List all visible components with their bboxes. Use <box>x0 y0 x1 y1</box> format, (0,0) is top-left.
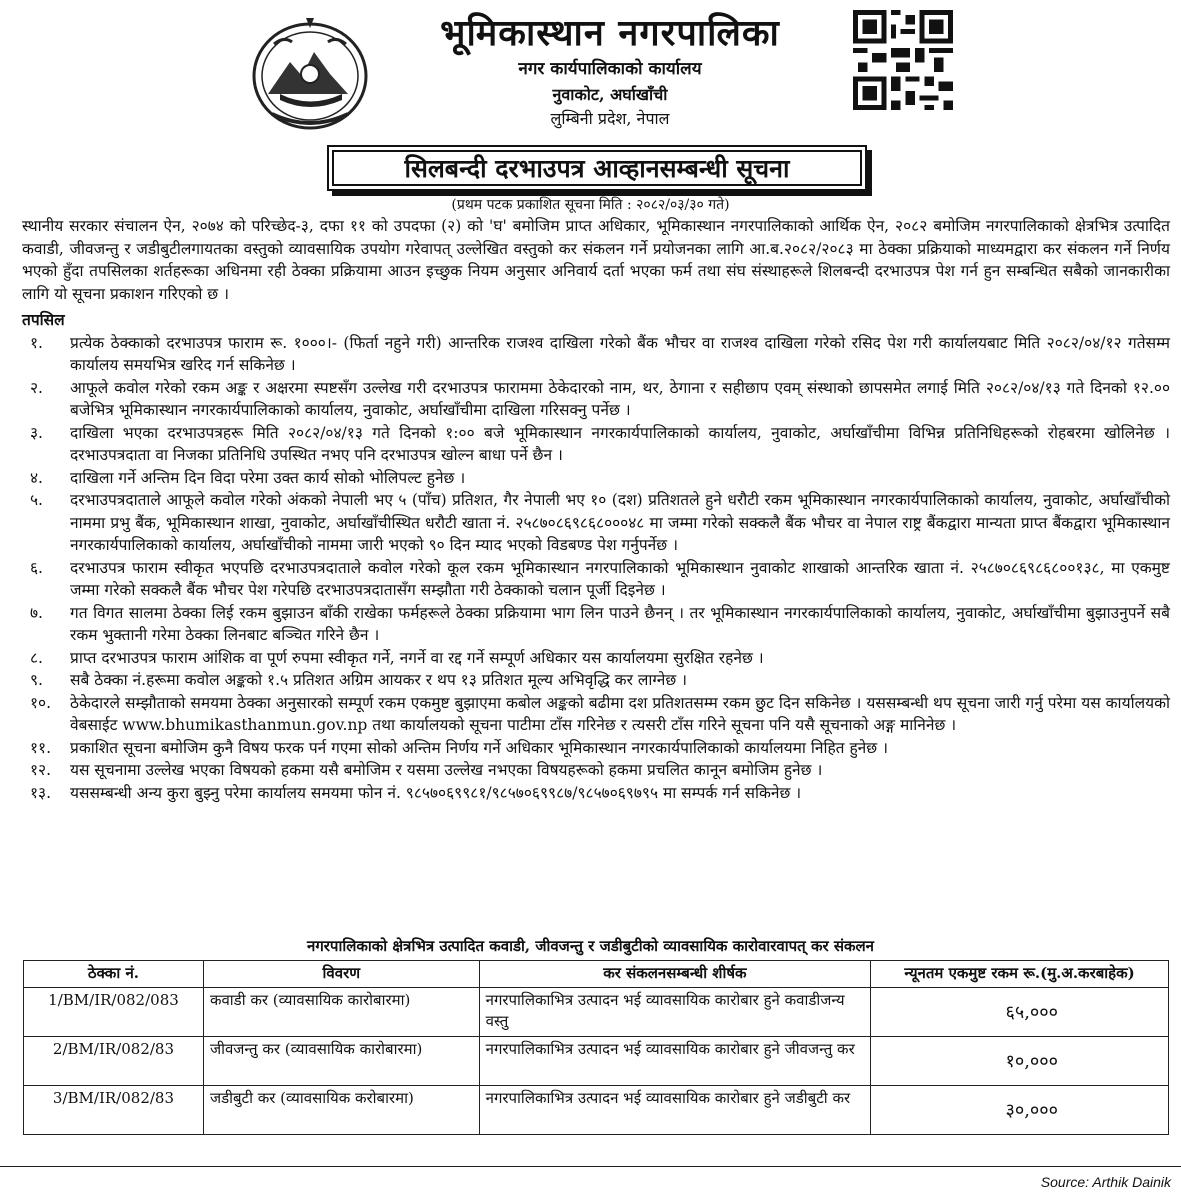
item-text: दरभाउपत्रदाताले आफूले कवोल गरेको अंकको नेपाली भए ५ (पाँच) प्रतिशत, गैर नेपाली भए १० (दश) प्रतिशतले हुने धरौटी रकम भूमिकास्थान नगरकार्यपालिकाको कार्यालय, नुवाकोट, अर्घाखाँचीको नाममा प्रभु बैंक, भूमिकास्थान शाखा, नुवाकोट, अर्घाखाँचीस्थित धरौटी खाता नं. २५८७०८६९८६८०००४८ मा जम्मा गरेको सक्कलै बैंक भौचर वा नेपाल राष्ट्र बैंकद्वारा मान्यता प्राप्त बैंकद्वारा भूमिकास्थान नगरकार्यपालिकाको कार्यालय, अर्घाखाँचीको नाममा जारी भएको ९० दिन म्याद भएको विडबण्ड पेश गर्नुपर्नेछ । <box>70 491 1170 554</box>
nepal-emblem-icon <box>250 14 370 132</box>
item-number: १०. <box>30 693 52 712</box>
list-item <box>22 692 1170 737</box>
item-text: ठेकेदारले सम्झौताको समयमा ठेक्का अनुसारको सम्पूर्ण रकम एकमुष्ट बुझाएमा कबोल अङ्कको बढीमा दश प्रतिशतसम्म रकम छुट दिन सकिनेछ । यससम्बन्धी थप सूचना जारी गर्नु परेमा यस कार्यालयको वेबसाईट www.bhumikasthanmun.gov.np तथा कार्यालयको सूचना पाटीमा टाँस गरिनेछ र त्यसरी टाँस गरिने सूचना पनि यसै सूचनाको अङ्ग मानिनेछ । <box>70 693 1170 734</box>
notice-header <box>0 0 1181 190</box>
item-number: ६. <box>30 558 43 577</box>
list-item <box>22 422 1170 467</box>
item-number: ३. <box>30 423 43 442</box>
list-item <box>22 332 1170 377</box>
minimum-amount: ३०,००० <box>871 1086 1169 1135</box>
item-text: सबै ठेक्का नं.हरूमा कवोल अङ्कको १.५ प्रतिशत अग्रिम आयकर र थप १३ प्रतिशत मूल्य अभिवृद्धि कर लाग्नेछ । <box>70 671 687 689</box>
column-header: ठेक्का नं. <box>24 961 204 988</box>
tax-heading: नगरपालिकाभित्र उत्पादन भई व्यावसायिक कारोबार हुने जीवजन्तु कर <box>479 1037 871 1086</box>
table-header-row <box>24 961 1169 988</box>
list-item <box>22 557 1170 602</box>
list-item <box>22 467 1170 490</box>
table-row <box>24 988 1169 1037</box>
table-row <box>24 1037 1169 1086</box>
list-item <box>22 737 1170 760</box>
published-date: (प्रथम पटक प्रकाशित सूचना मिति : २०८२/०३/३० गते) <box>451 197 730 213</box>
notice-title: सिलबन्दी दरभाउपत्र आव्हानसम्बन्धी सूचना <box>332 150 862 186</box>
description: जडीबुटी कर (व्यावसायिक करोबारमा) <box>203 1086 479 1135</box>
list-item <box>22 377 1170 422</box>
item-number: ९. <box>30 671 43 689</box>
item-number: ५. <box>30 491 43 509</box>
item-number: १२. <box>30 761 52 779</box>
list-item <box>22 489 1170 557</box>
description: कवाडी कर (व्यावसायिक कारोबारमा) <box>203 988 479 1037</box>
item-number: १. <box>30 333 43 352</box>
item-number: ११. <box>30 738 52 757</box>
office-name: नगर कार्यपालिकाको कार्यालय <box>518 59 702 79</box>
tax-heading: नगरपालिकाभित्र उत्पादन भई व्यावसायिक कारोबार हुने जडीबुटी कर <box>479 1086 871 1135</box>
address-line-2: लुम्बिनी प्रदेश, नेपाल <box>550 109 670 128</box>
item-number: ८. <box>30 648 43 667</box>
minimum-amount: १०,००० <box>871 1037 1169 1086</box>
column-header: न्यूनतम एकमुष्ट रकम रू.(मु.अ.करबाहेक) <box>871 961 1169 988</box>
address-line-1: नुवाकोट, अर्घाखाँची <box>552 85 668 104</box>
table-row <box>24 1086 1169 1135</box>
contract-number: 1/BM/IR/082/083 <box>24 988 204 1037</box>
source-credit: Source: Arthik Dainik <box>1040 1174 1171 1190</box>
item-text: प्राप्त दरभाउपत्र फाराम आंशिक वा पूर्ण रुपमा स्वीकृत गर्ने, नगर्ने वा रद्द गर्ने सम्पूर्ण अधिकार यस कार्यालयमा सुरक्षित रहनेछ । <box>70 648 764 667</box>
qr-code-icon <box>850 10 956 110</box>
column-header: कर संकलनसम्बन्धी शीर्षक <box>479 961 871 988</box>
list-item <box>22 782 1170 805</box>
item-number: ७. <box>30 603 43 622</box>
contract-number: 3/BM/IR/082/83 <box>24 1086 204 1135</box>
tapasil-heading: तपसिल <box>22 310 65 329</box>
list-item <box>22 647 1170 670</box>
item-number: २. <box>30 378 43 397</box>
minimum-amount: ६५,००० <box>871 988 1169 1037</box>
list-item <box>22 759 1170 782</box>
notice-body <box>22 215 1170 804</box>
notice-title-box <box>327 145 867 191</box>
item-number: ४. <box>30 468 43 487</box>
item-text: प्रकाशित सूचना बमोजिम कुनै विषय फरक पर्न गएमा सोको अन्तिम निर्णय गर्ने अधिकार भूमिकास्थान नगरकार्यपालिकाको कार्यालयमा निहित हुनेछ । <box>70 738 888 757</box>
item-text: दरभाउपत्र फाराम स्वीकृत भएपछि दरभाउपत्रदाताले कवोल गरेको कूल रकम भूमिकास्थान नगरपालिकाको भूमिकास्थान नुवाकोट शाखाको आन्तरिक खाता नं. २५८७०८६९८६८००१३८, मा एकमुष्ट जम्मा गरेको सक्कलै बैंक भौचर पेश गरेपछि दरभाउपत्रदातासँग सम्झौता गरी ठेक्काको चलान पूर्जी दिइनेछ । <box>70 558 1170 599</box>
item-number: १३. <box>30 783 52 802</box>
item-text: आफूले कवोल गरेको रकम अङ्क र अक्षरमा स्पष्टसँग उल्लेख गरी दरभाउपत्र फाराममा ठेकेदारको नाम, थर, ठेगाना र सहीछाप एवम् संस्थाको छापसमेत लगाई मिति २०८२/०४/१३ गते दिनको १२.०० बजेभित्र भूमिकास्थान नगरकार्यपालिकाको कार्यालय, नुवाकोट, अर्घाखाँचीमा दाखिला गरिसक्नु पर्नेछ । <box>70 378 1170 419</box>
contract-number: 2/BM/IR/082/83 <box>24 1037 204 1086</box>
item-text: यस सूचनामा उल्लेख भएका विषयको हकमा यसै बमोजिम र यसमा उल्लेख नभएका विषयहरूको हकमा प्रचलित कानून बमोजिम हुनेछ । <box>70 761 823 779</box>
tax-contract-table <box>23 960 1169 1135</box>
tax-heading: नगरपालिकाभित्र उत्पादन भई व्यावसायिक कारोबार हुने कवाडीजन्य वस्तु <box>479 988 871 1037</box>
footer-divider <box>0 1166 1181 1167</box>
table-title: नगरपालिकाको क्षेत्रभित्र उत्पादित कवाडी, जीवजन्तु र जडीबुटीको व्यावसायिक कारोवारवापत् कर संकलन <box>307 937 874 955</box>
intro-paragraph: स्थानीय सरकार संचालन ऐन, २०७४ को परिच्छेद-३, दफा ११ को उपदफा (२) को 'घ' बमोजिम प्राप्त अधिकार, भूमिकास्थान नगरपालिकाको आर्थिक ऐन, २०८२ बमोजिम नगरपालिकाको क्षेत्रभित्र उत्पादित कवाडी, जीवजन्तु र जडीबुटीलगायतका वस्तुको व्यावसायिक उपयोग गरेवापत् उल्लेखित वस्तुको कर संकलन गर्ने प्रयोजनका लागि आ.ब.२०८२/२०८३ मा ठेक्का प्रक्रियाको माध्यमद्वारा कर संकलन गर्ने निर्णय भएको हुँदा तपसिलका शर्तहरूका अधिनमा रही ठेक्का प्रक्रियामा आउन इच्छुक नियम अनुसार अनिवार्य दर्ता भएका फर्म तथा संघ संस्थाहरूले शिलबन्दी दरभाउपत्र पेश गर्न हुन सम्बन्धित सबैको जानकारीका लागि यो सूचना प्रकाशन गरिएको छ । <box>22 217 1170 303</box>
item-text: दाखिला गर्ने अन्तिम दिन विदा परेमा उक्त कार्य सोको भोलिपल्ट हुनेछ । <box>70 468 466 487</box>
list-item <box>22 602 1170 647</box>
item-text: यससम्बन्धी अन्य कुरा बुझ्नु परेमा कार्यालय समयमा फोन नं. ९८५७०६९९८१/९८५७०६९९८७/९८५७०६९७९५ मा सम्पर्क गर्न सकिनेछ । <box>70 783 802 802</box>
conditions-list <box>22 332 1170 805</box>
item-text: प्रत्येक ठेक्काको दरभाउपत्र फाराम रू. १०००।- (फिर्ता नहुने गरी) आन्तरिक राजश्व दाखिला गरेको बैंक भौचर वा राजश्व दाखिला गरेको रसिद पेश गरी कार्यालयबाट मिति २०८२/०४/१२ गतेसम्म कार्यालय समयभित्र खरिद गर्न सकिनेछ । <box>70 333 1170 374</box>
list-item <box>22 669 1170 692</box>
item-text: गत विगत सालमा ठेक्का लिई रकम बुझाउन बाँकी राखेका फर्महरूले ठेक्का प्रक्रियामा भाग लिन पाउने छैनन् । तर भूमिकास्थान नगरकार्यपालिकाको कार्यालय, नुवाकोट, अर्घाखाँचीमा बुझाउनुपर्ने सबै रकम भुक्तानी गरेमा ठेक्का लिनबाट बञ्चित गरिने छैन । <box>70 603 1170 644</box>
column-header: विवरण <box>203 961 479 988</box>
item-text: दाखिला भएका दरभाउपत्रहरू मिति २०८२/०४/१३ गते दिनको १:०० बजे भूमिकास्थान नगरकार्यपालिकाको कार्यालय, नुवाकोट, अर्घाखाँचीमा विभिन्न प्रतिनिधिहरूको रोहबरमा खोलिनेछ । दरभाउपत्रदाता वा निजका प्रतिनिधि उपस्थित नभए पनि दरभाउपत्र खोल्न बाधा पर्ने छैन । <box>70 423 1170 464</box>
org-name: भूमिकास्थान नगरपालिका <box>440 12 780 54</box>
description: जीवजन्तु कर (व्यावसायिक कारोबारमा) <box>203 1037 479 1086</box>
